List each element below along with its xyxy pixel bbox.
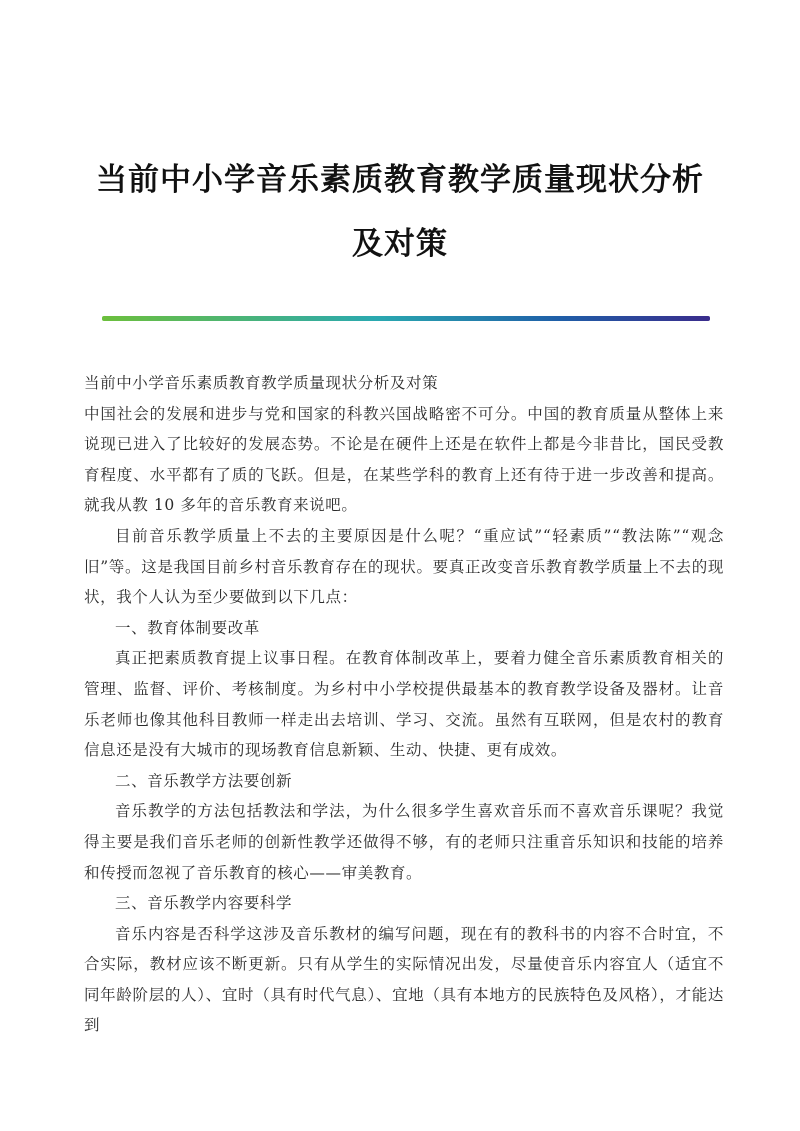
title-line-2: 及对策 bbox=[352, 226, 448, 262]
section-heading-2: 二、音乐教学方法要创新 bbox=[115, 771, 293, 790]
paragraph-section-2: 音乐教学的方法包括教法和学法，为什么很多学生喜欢音乐而不喜欢音乐课呢？我觉得主要是我们音乐老师的创新性教学还做得不够，有的老师只注重音乐知识和技能的培养和传授而忽视了音乐教育的核心——审美教育。 bbox=[84, 802, 724, 882]
paragraph-intro: 中国社会的发展和进步与党和国家的科教兴国战略密不可分。中国的教育质量从整体上来说现已进入了比较好的发展态势。不论是在硬件上还是在软件上都是今非昔比，国民受教育程度、水平都有了质的飞跃。但是，在某些学科的教育上还有待于进一步改善和提高。就我从教 10 多年的音乐教育来说吧。 bbox=[84, 404, 724, 515]
title-line-1: 当前中小学音乐素质教育教学质量现状分析 bbox=[96, 162, 704, 198]
section-heading-1: 一、教育体制要改革 bbox=[115, 618, 260, 637]
paragraph-section-1: 真正把素质教育提上议事日程。在教育体制改革上，要着力健全音乐素质教育相关的管理、监督、评价、考核制度。为乡村中小学校提供最基本的教育教学设备及器材。让音乐老师也像其他科目教师一样走出去培训、学习、交流。虽然有互联网，但是农村的教育信息还是没有大城市的现场教育信息新颖、生动、快捷、更有成效。 bbox=[84, 649, 724, 760]
gradient-divider bbox=[102, 316, 710, 321]
paragraph-section-3: 音乐内容是否科学这涉及音乐教材的编写问题，现在有的教科书的内容不合时宜，不合实际，教材应该不断更新。只有从学生的实际情况出发，尽量使音乐内容宜人（适宜不同年龄阶层的人）、宜时（具有时代气息）、宜地（具有本地方的民族特色及风格），才能达到 bbox=[84, 924, 724, 1035]
section-heading-3: 三、音乐教学内容要科学 bbox=[115, 894, 293, 913]
document-body bbox=[84, 368, 724, 1041]
paragraph-reasons: 目前音乐教学质量上不去的主要原因是什么呢？“重应试”“轻素质”“教法陈”“观念旧”等。这是我国目前乡村音乐教育存在的现状。要真正改变音乐教育教学质量上不去的现状，我个人认为至少要做到以下几点： bbox=[84, 526, 724, 607]
document-title bbox=[60, 148, 740, 276]
document-subtitle: 当前中小学音乐素质教育教学质量现状分析及对策 bbox=[84, 374, 439, 392]
